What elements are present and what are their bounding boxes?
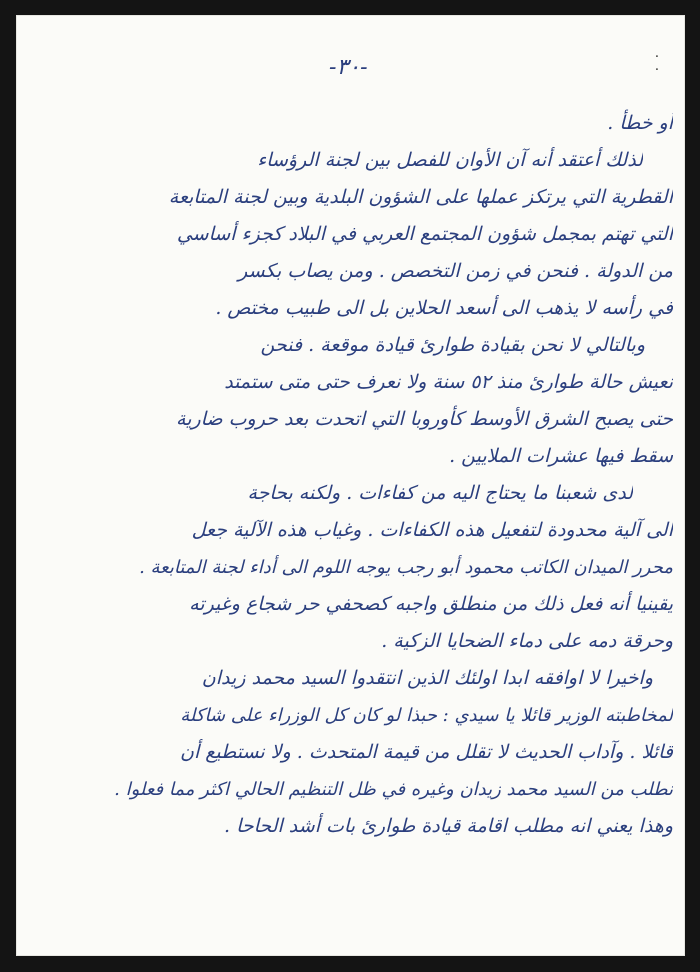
text-line: وبالتالي لا نحن بقيادة طوارئ قيادة موقعة . فنحن (260, 334, 645, 356)
text-line: وحرقة دمه على دماء الضحايا الزكية . (381, 630, 673, 652)
text-line: حتى يصبح الشرق الأوسط كأوروبا التي اتحدت بعد حروب ضارية (176, 408, 673, 430)
edge-marks: · · (654, 50, 659, 78)
page-number: -٣٠- (329, 55, 368, 80)
handwritten-letter-body (48, 105, 673, 845)
text-line: سقط فيها عشرات الملايين . (449, 445, 673, 467)
letter-page (16, 15, 685, 956)
text-line: قائلا . وآداب الحديث لا تقلل من قيمة المتحدث . ولا نستطيع أن (180, 741, 673, 763)
text-line: لمخاطبته الوزير قائلا يا سيدي : حبذا لو كان كل الوزراء على شاكلة (180, 705, 673, 726)
text-line: التي تهتم بمجمل شؤون المجتمع العربي في البلاد كجزء أساسي (176, 223, 673, 245)
text-line: وهذا يعني انه مطلب اقامة قيادة طوارئ بات أشد الحاحا . (224, 815, 673, 837)
text-line: الى آلية محدودة لتفعيل هذه الكفاءات . وغياب هذه الآلية جعل (191, 519, 673, 541)
text-line: لدى شعبنا ما يحتاج اليه من كفاءات . ولكنه بحاجة (247, 482, 633, 504)
text-line: في رأسه لا يذهب الى أسعد الحلاين بل الى طبيب مختص . (215, 297, 673, 319)
text-line: يقينيا أنه فعل ذلك من منطلق واجبه كصحفي حر شجاع وغيرته (189, 593, 673, 615)
text-line: أو خطأ . (607, 112, 673, 134)
text-line: نعيش حالة طوارئ منذ ٥٢ سنة ولا نعرف حتى متى ستمتد (224, 371, 673, 393)
text-line: محرر الميدان الكاتب محمود أبو رجب يوجه اللوم الى أداء لجنة المتابعة . (139, 557, 673, 578)
text-line: واخيرا لا اوافقه ابدا اولئك الذين انتقدوا السيد محمد زيدان (201, 667, 653, 689)
text-line: القطرية التي يرتكز عملها على الشؤون البلدية وبين لجنة المتابعة (168, 186, 673, 208)
text-line: لذلك أعتقد أنه آن الأوان للفصل بين لجنة الرؤساء (257, 149, 643, 171)
text-line: نطلب من السيد محمد زيدان وغيره في ظل التنظيم الحالي اكثر مما فعلوا . (114, 779, 673, 800)
text-line: من الدولة . فنحن في زمن التخصص . ومن يصاب بكسر (238, 260, 673, 282)
